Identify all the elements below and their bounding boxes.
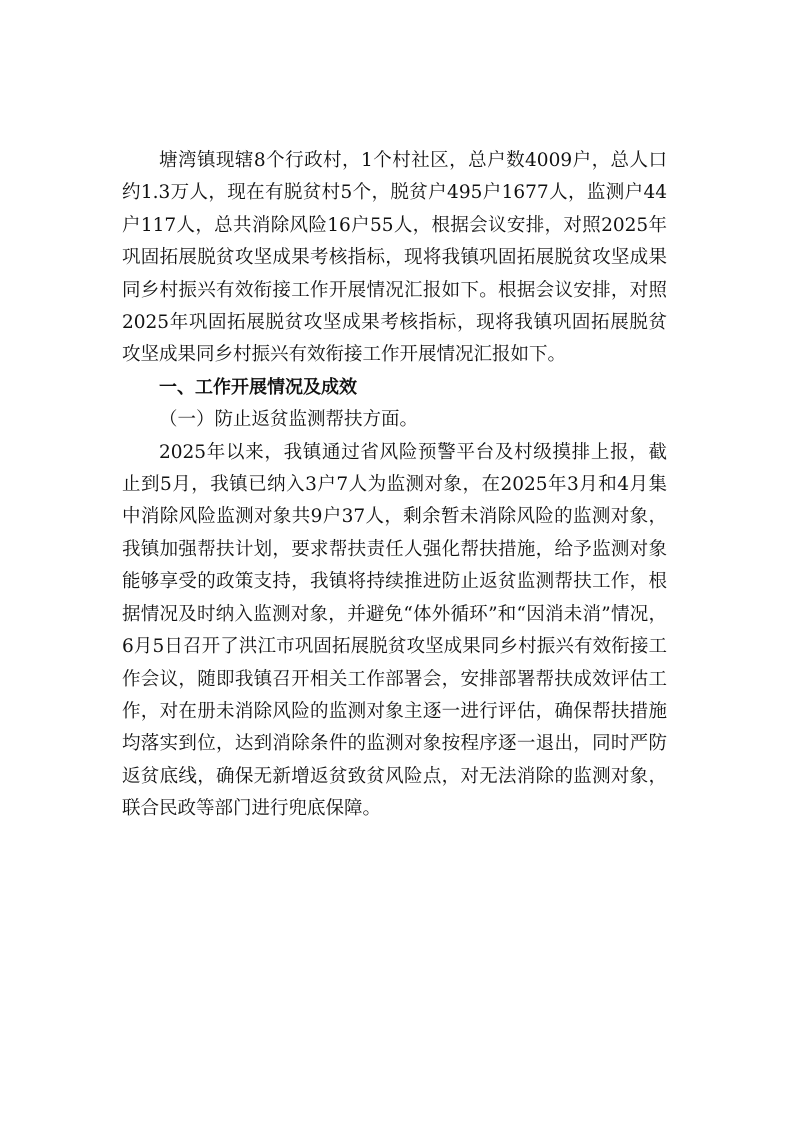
subsection-heading: （一）防止返贫监测帮扶方面。 <box>159 409 419 431</box>
section-heading: 一、工作开展情况及成效 <box>159 376 357 398</box>
monitoring-paragraph: 2025年以来，我镇通过省风险预警平台及村级摸排上报，截止到5月，我镇已纳入3户7人为监测对象，在2025年3月和4月集中消除风险监测对象共9户37人，剩余暂未消除风险的监测对象，我镇加强帮扶计划，要求帮扶责任人强化帮扶措施，给予监测对象能够享受的政策支持，我镇将持续推进防止返贫监测帮扶工作，根据情况及时纳入监测对象，并避免“体外循环”和“因消未消”情况，6月5日召开了洪江市巩固拓展脱贫攻坚成果同乡村振兴有效衔接工作会议，随即我镇召开相关工作部署会，安排部署帮扶成效评估工作，对在册未消除风险的监测对象主逐一进行评估，确保帮扶措施均落实到位，达到消除条件的监测对象按程序逐一退出，同时严防返贫底线，确保无新增返贫致贫风险点，对无法消除的监测对象，联合民政等部门进行兜底保障。 <box>122 441 667 820</box>
document-body <box>122 145 667 826</box>
intro-paragraph: 塘湾镇现辖8个行政村，1个村社区，总户数4009户，总人口约1.3万人，现在有脱贫村5个，脱贫户495户1677人，监测户44户117人，总共消除风险16户55人，根据会议安排，对照2025年巩固拓展脱贫攻坚成果考核指标，现将我镇巩固拓展脱贫攻坚成果同乡村振兴有效衔接工作开展情况汇报如下。根据会议安排，对照2025年巩固拓展脱贫攻坚成果考核指标，现将我镇巩固拓展脱贫攻坚成果同乡村振兴有效衔接工作开展情况汇报如下。 <box>122 150 667 366</box>
